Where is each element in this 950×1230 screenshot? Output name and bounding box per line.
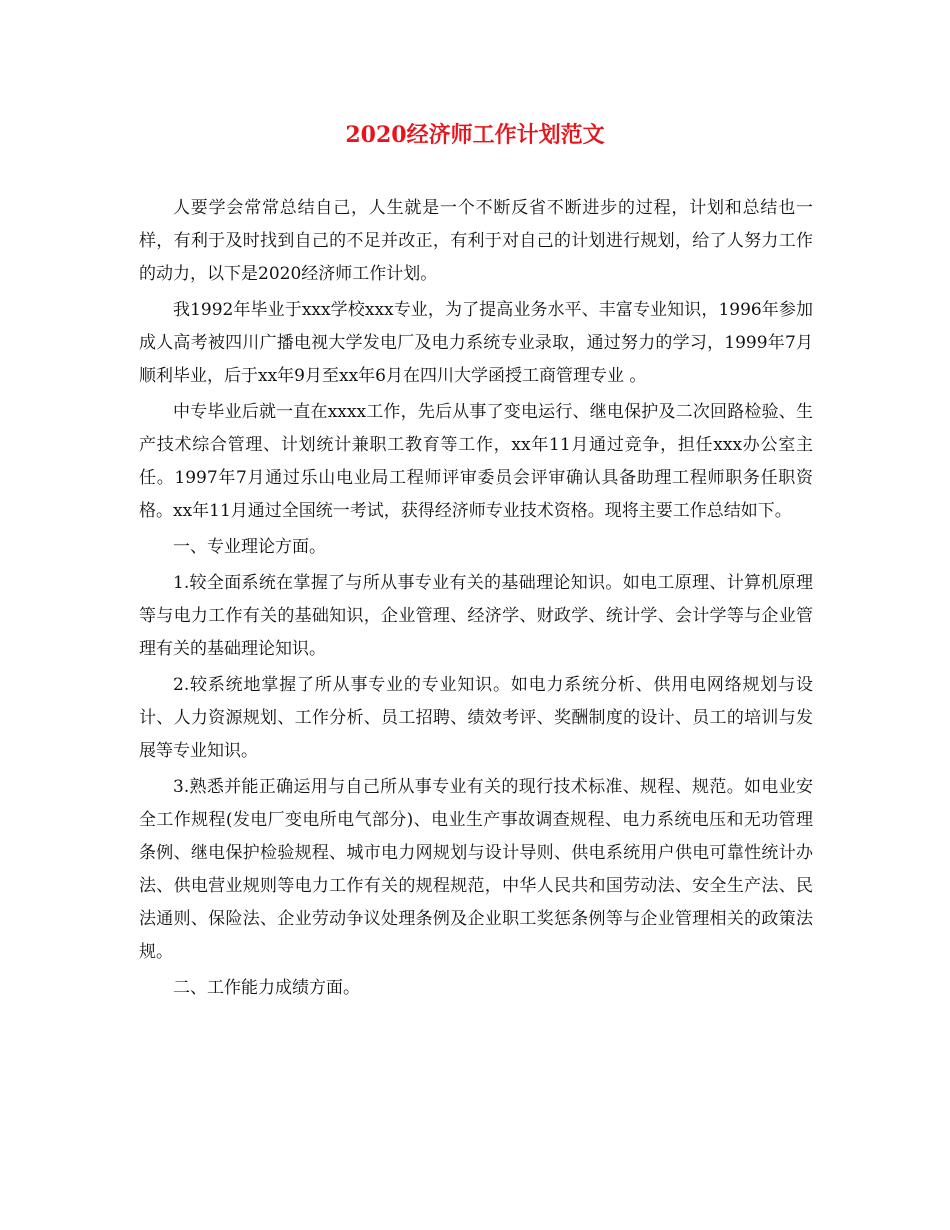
document-body xyxy=(139,192,813,1008)
section-heading-theory: 一、专业理论方面。 xyxy=(173,537,326,557)
list-item-standards: 3.熟悉并能正确运用与自己所从事专业有关的现行技术标准、规程、规范。如电业安全工作规程(发电厂变电所电气部分)、电业生产事故调查规程、电力系统电压和无功管理条例、继电保护检验规程、城市电力网规划与设计导则、供电系统用户供电可靠性统计办法、供电营业规则等电力工作有关的规程规范，中华人民共和国劳动法、安全生产法、民法通则、保险法、企业劳动争议处理条例及企业职工奖惩条例等与企业管理相关的政策法规。 xyxy=(139,777,813,962)
list-item-basic-theory: 1.较全面系统在掌握了与所从事专业有关的基础理论知识。如电工原理、计算机原理等与电力工作有关的基础知识，企业管理、经济学、财政学、统计学、会计学等与企业管理有关的基础理论知识。 xyxy=(139,573,813,659)
document-title: 2020经济师工作计划范文 xyxy=(345,122,605,148)
paragraph-work-history: 中专毕业后就一直在xxxx工作，先后从事了变电运行、继电保护及二次回路检验、生产技术综合管理、计划统计兼职工教育等工作，xx年11月通过竞争，担任xxx办公室主任。1997年7月通过乐山电业局工程师评审委员会评审确认具备助理工程师职务任职资格。xx年11月通过全国统一考试，获得经济师专业技术资格。现将主要工作总结如下。 xyxy=(139,402,813,521)
paragraph-education: 我1992年毕业于xxx学校xxx专业，为了提高业务水平、丰富专业知识，1996年参加成人高考被四川广播电视大学发电厂及电力系统专业录取，通过努力的学习，1999年7月顺利毕业，后于xx年9月至xx年6月在四川大学函授工商管理专业 。 xyxy=(139,300,813,386)
paragraph-intro: 人要学会常常总结自己，人生就是一个不断反省不断进步的过程，计划和总结也一样，有利于及时找到自己的不足并改正，有利于对自己的计划进行规划，给了人努力工作的动力，以下是2020经济师工作计划。 xyxy=(139,198,813,284)
section-heading-ability: 二、工作能力成绩方面。 xyxy=(173,978,360,998)
list-item-professional-knowledge: 2.较系统地掌握了所从事专业的专业知识。如电力系统分析、供用电网络规划与设计、人力资源规划、工作分析、员工招聘、绩效考评、奖酬制度的设计、员工的培训与发展等专业知识。 xyxy=(139,675,813,761)
